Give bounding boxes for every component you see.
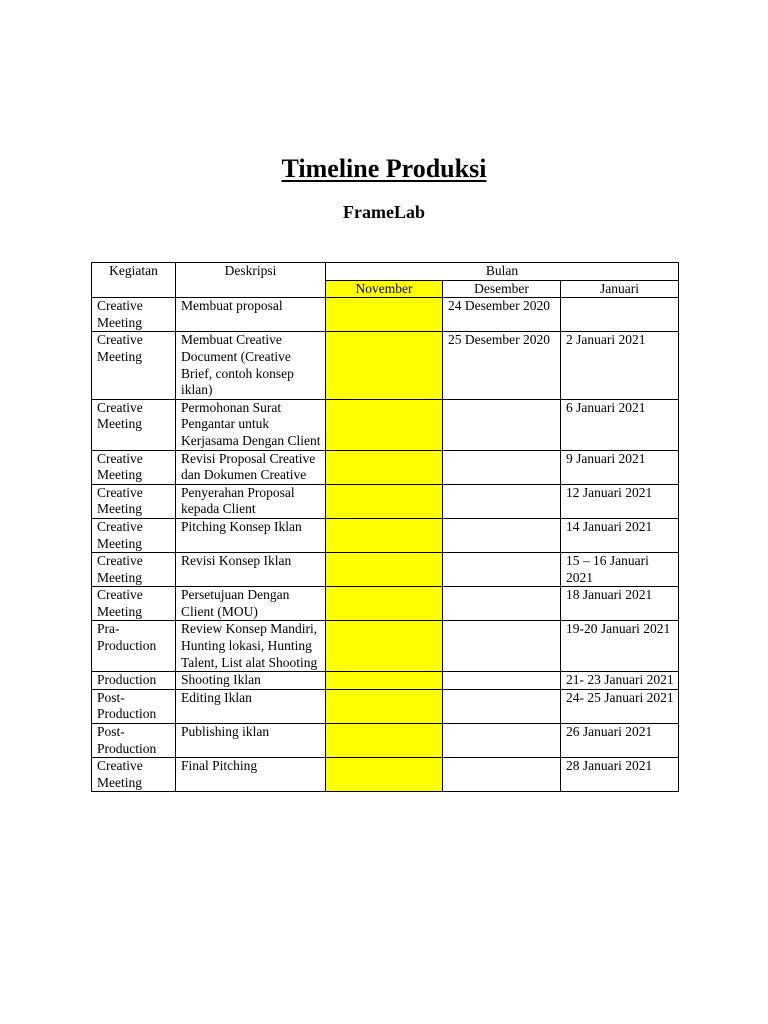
- document-title: Timeline Produksi: [281, 154, 487, 183]
- cell-januari: [561, 298, 679, 332]
- timeline-table-body: [92, 263, 679, 792]
- table-row: [92, 518, 679, 552]
- table-row: [92, 298, 679, 332]
- cell-januari: 19-20 Januari 2021: [561, 621, 679, 672]
- header-kegiatan: Kegiatan: [92, 263, 176, 298]
- header-month-januari: Januari: [561, 280, 679, 298]
- cell-januari: 6 Januari 2021: [561, 399, 679, 450]
- cell-deskripsi: Pitching Konsep Iklan: [176, 518, 326, 552]
- table-row: [92, 399, 679, 450]
- cell-januari: 12 Januari 2021: [561, 484, 679, 518]
- cell-januari: 14 Januari 2021: [561, 518, 679, 552]
- cell-deskripsi: Revisi Konsep Iklan: [176, 553, 326, 587]
- cell-januari: 21- 23 Januari 2021: [561, 672, 679, 690]
- table-row: [92, 758, 679, 792]
- header-row-top: [92, 263, 679, 281]
- table-row: [92, 724, 679, 758]
- header-month-desember: Desember: [443, 280, 561, 298]
- table-row: [92, 587, 679, 621]
- cell-kegiatan: Creative Meeting: [92, 758, 176, 792]
- cell-desember: 25 Desember 2020: [443, 332, 561, 399]
- cell-januari: 18 Januari 2021: [561, 587, 679, 621]
- cell-deskripsi: Membuat Creative Document (Creative Brief, contoh konsep iklan): [176, 332, 326, 399]
- cell-desember: [443, 587, 561, 621]
- cell-kegiatan: Creative Meeting: [92, 484, 176, 518]
- cell-desember: [443, 450, 561, 484]
- cell-kegiatan: Creative Meeting: [92, 553, 176, 587]
- cell-november: [326, 484, 443, 518]
- cell-november: [326, 689, 443, 723]
- cell-november: [326, 621, 443, 672]
- header-deskripsi: Deskripsi: [176, 263, 326, 298]
- cell-deskripsi: Final Pitching: [176, 758, 326, 792]
- cell-desember: [443, 621, 561, 672]
- cell-kegiatan: Creative Meeting: [92, 298, 176, 332]
- cell-november: [326, 553, 443, 587]
- table-row: [92, 689, 679, 723]
- table-row: [92, 450, 679, 484]
- table-row: [92, 672, 679, 690]
- cell-desember: [443, 518, 561, 552]
- table-row: [92, 553, 679, 587]
- cell-desember: 24 Desember 2020: [443, 298, 561, 332]
- table-row: [92, 621, 679, 672]
- cell-desember: [443, 553, 561, 587]
- cell-desember: [443, 484, 561, 518]
- table-row: [92, 484, 679, 518]
- cell-november: [326, 332, 443, 399]
- cell-desember: [443, 399, 561, 450]
- cell-november: [326, 758, 443, 792]
- cell-januari: 15 – 16 Januari 2021: [561, 553, 679, 587]
- cell-november: [326, 298, 443, 332]
- cell-kegiatan: Creative Meeting: [92, 399, 176, 450]
- cell-november: [326, 399, 443, 450]
- cell-kegiatan: Creative Meeting: [92, 450, 176, 484]
- cell-januari: 24- 25 Januari 2021: [561, 689, 679, 723]
- table-row: [92, 332, 679, 399]
- cell-november: [326, 518, 443, 552]
- cell-kegiatan: Creative Meeting: [92, 518, 176, 552]
- cell-deskripsi: Revisi Proposal Creative dan Dokumen Creative: [176, 450, 326, 484]
- cell-desember: [443, 724, 561, 758]
- cell-deskripsi: Shooting Iklan: [176, 672, 326, 690]
- cell-kegiatan: Creative Meeting: [92, 332, 176, 399]
- cell-november: [326, 450, 443, 484]
- header-bulan: Bulan: [326, 263, 679, 281]
- cell-januari: 9 Januari 2021: [561, 450, 679, 484]
- cell-desember: [443, 689, 561, 723]
- cell-kegiatan: Post-Production: [92, 724, 176, 758]
- cell-deskripsi: Persetujuan Dengan Client (MOU): [176, 587, 326, 621]
- cell-deskripsi: Permohonan Surat Pengantar untuk Kerjasama Dengan Client: [176, 399, 326, 450]
- cell-november: [326, 672, 443, 690]
- timeline-table: [91, 262, 679, 792]
- cell-kegiatan: Creative Meeting: [92, 587, 176, 621]
- cell-januari: 28 Januari 2021: [561, 758, 679, 792]
- document-subtitle: FrameLab: [343, 202, 425, 222]
- cell-kegiatan: Production: [92, 672, 176, 690]
- cell-januari: 26 Januari 2021: [561, 724, 679, 758]
- cell-januari: 2 Januari 2021: [561, 332, 679, 399]
- header-month-november: November: [326, 280, 443, 298]
- cell-kegiatan: Post-Production: [92, 689, 176, 723]
- cell-desember: [443, 758, 561, 792]
- cell-desember: [443, 672, 561, 690]
- cell-november: [326, 724, 443, 758]
- cell-deskripsi: Review Konsep Mandiri, Hunting lokasi, Hunting Talent, List alat Shooting: [176, 621, 326, 672]
- cell-deskripsi: Penyerahan Proposal kepada Client: [176, 484, 326, 518]
- cell-kegiatan: Pra-Production: [92, 621, 176, 672]
- cell-deskripsi: Editing Iklan: [176, 689, 326, 723]
- cell-november: [326, 587, 443, 621]
- cell-deskripsi: Membuat proposal: [176, 298, 326, 332]
- cell-deskripsi: Publishing iklan: [176, 724, 326, 758]
